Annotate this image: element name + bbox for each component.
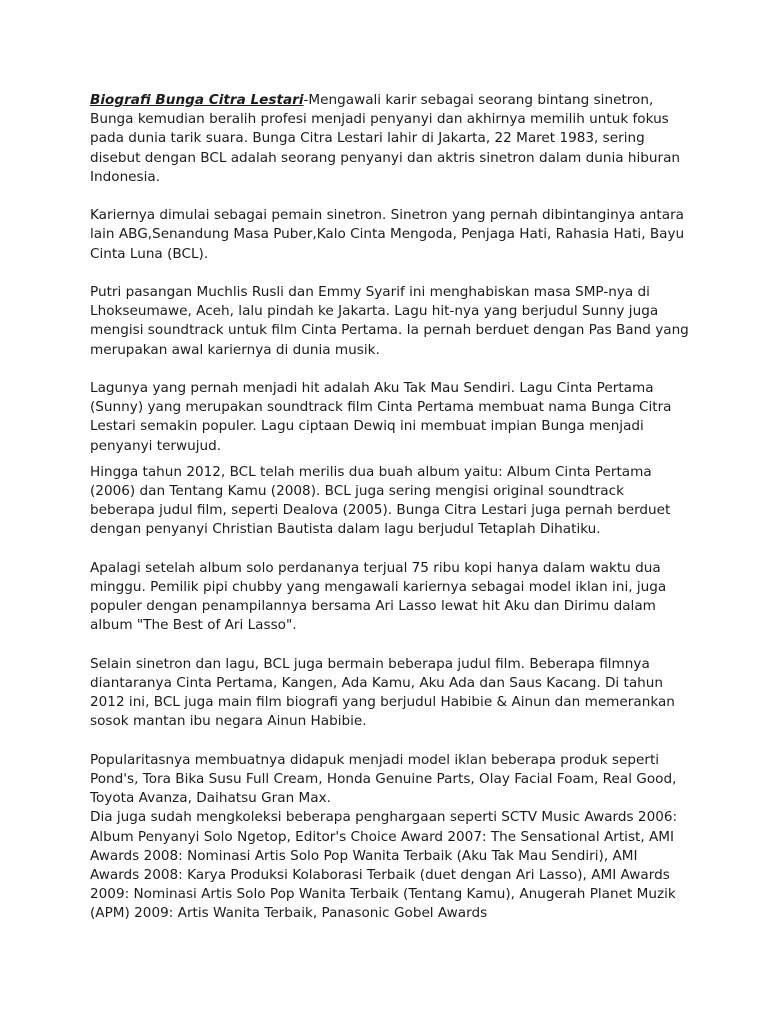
paragraph-solo-album: Apalagi setelah album solo perdananya terjual 75 ribu kopi hanya dalam waktu dua minggu. Pemilik pipi chubby yang mengawali kariernya sebagai model iklan ini, juga populer dengan penampilannya bersama Ari Lasso lewat hit Aku dan Dirimu dalam album "The Best of Ari Lasso". xyxy=(90,559,667,634)
paragraph-career: Kariernya dimulai sebagai pemain sinetron. Sinetron yang pernah dibintanginya antara lain ABG,Senandung Masa Puber,Kalo Cinta Mengoda, Penjaga Hati, Rahasia Hati, Bayu Cinta Luna (BCL). xyxy=(90,207,685,262)
document-body xyxy=(90,91,690,924)
paragraph-albums: Hingga tahun 2012, BCL telah merilis dua buah album yaitu: Album Cinta Pertama (2006) dan Tentang Kamu (2008). BCL juga sering mengisi original soundtrack beberapa judul film, seperti Dealova (2005). Bunga Citra Lestari juga pernah berduet dengan penyanyi Christian Bautista dalam lagu berjudul Tetaplah Dihatiku. xyxy=(90,463,671,538)
paragraph-family: Putri pasangan Muchlis Rusli dan Emmy Syarif ini menghabiskan masa SMP-nya di Lhokseumawe, Aceh, lalu pindah ke Jakarta. Lagu hit-nya yang berjudul Sunny juga mengisi soundtrack untuk film Cinta Pertama. Ia pernah berduet dengan Pas Band yang merupakan awal kariernya di dunia musik. xyxy=(90,284,689,358)
paragraph-awards: Dia juga sudah mengkoleksi beberapa penghargaan seperti SCTV Music Awards 2006: Album Penyanyi Solo Ngetop, Editor's Choice Award 2007: The Sensational Artist, AMI Awards 2008: Nominasi Artis Solo Pop Wanita Terbaik (Aku Tak Mau Sendiri), AMI Awards 2008: Karya Produksi Kolaborasi Terbaik (duet dengan Ari Lasso), AMI Awards 2009: Nominasi Artis Solo Pop Wanita Terbaik (Tentang Kamu), Anugerah Planet Muzik (APM) 2009: Artis Wanita Terbaik, Panasonic Gobel Awards xyxy=(90,809,678,922)
paragraph-endorsements: Popularitasnya membuatnya didapuk menjadi model iklan beberapa produk seperti Pond's, Tora Bika Susu Full Cream, Honda Genuine Parts, Olay Facial Foam, Real Good, Toyota Avanza, Daihatsu Gran Max. xyxy=(90,751,677,807)
paragraph-films: Selain sinetron dan lagu, BCL juga bermain beberapa judul film. Beberapa filmnya diantaranya Cinta Pertama, Kangen, Ada Kamu, Aku Ada dan Saus Kacang. Di tahun 2012 ini, BCL juga main film biografi yang berjudul Habibie & Ainun dan memerankan sosok mantan ibu negara Ainun Habibie. xyxy=(90,655,675,730)
intro-paragraph xyxy=(90,91,690,187)
intro-text: -Mengawali karir sebagai seorang bintang sinetron, Bunga kemudian beralih profesi menjadi penyanyi dan akhirnya memilih untuk fokus pada dunia tarik suara. Bunga Citra Lestari lahir di Jakarta, 22 Maret 1983, sering disebut dengan BCL adalah seorang penyanyi dan aktris sinetron dalam dunia hiburan Indonesia. xyxy=(90,92,681,185)
paragraph-hits: Lagunya yang pernah menjadi hit adalah Aku Tak Mau Sendiri. Lagu Cinta Pertama (Sunny) yang merupakan soundtrack film Cinta Pertama membuat nama Bunga Citra Lestari semakin populer. Lagu ciptaan Dewiq ini membuat impian Bunga menjadi penyanyi terwujud. xyxy=(90,380,672,454)
document-title: Biografi Bunga Citra Lestari xyxy=(90,92,304,108)
